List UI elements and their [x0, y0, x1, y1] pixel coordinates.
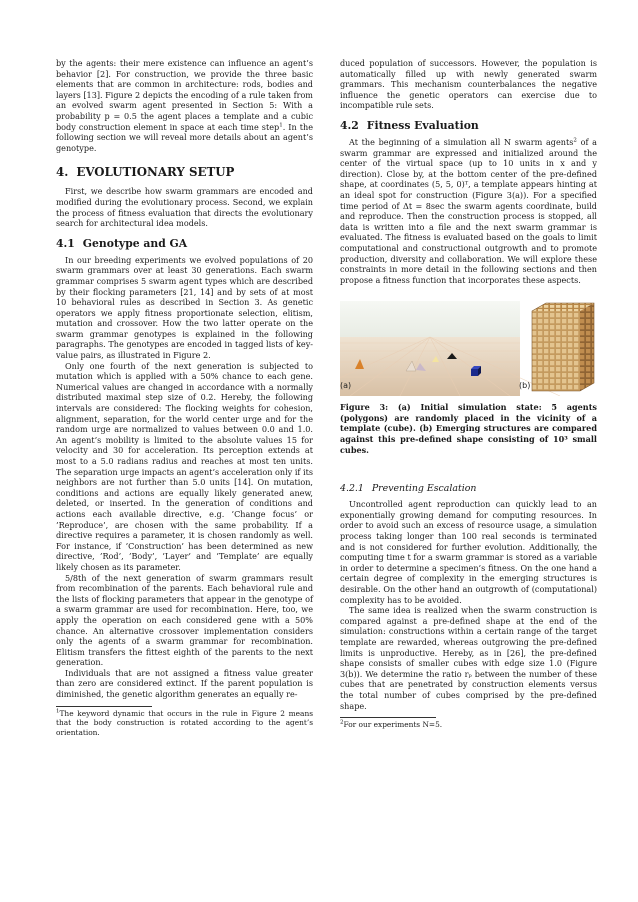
paragraph-escalation: Uncontrolled agent reproduction can quickly lead to an exponentially growing demand for computing resources. In order to avoid such an excess of resource usage, a simulation process taking longer than 100 real seconds is terminated and is not considered for further evolution. Additionally, the computing time t for a swarm grammar is stored as a variable in order to determine a specimen’s fitness. On the one hand a certain degree of complexity in the emerging structures is desirable. On the other hand an outgrowth of (computational) complexity has to be avoided. [340, 499, 597, 605]
figure-3a-label: (a) [340, 381, 352, 391]
intro-paragraph: by the agents: their mere existence can influence an agent’s behavior [2]. For construction, we provide the three basic elements that are common in architecture: rods, bodies and layers [13]. Figure 2 depicts the encoding of a rule taken from an evolved swarm agent presented in Section 5: With a probability p = 0.5 the agent places a template and a cubic body construction element in space at each time step$^1$. In the following section we will reveal more details about an agent’s genotype. [56, 58, 313, 153]
figure-3b-predefined-shape [530, 303, 594, 391]
section-heading-4-1: 4.1 Genotype and GA [56, 236, 188, 250]
figure-3 [340, 301, 597, 396]
footnote-1: $^1$The keyword dynamic that occurs in the rule in Figure 2 means that the body construction is rotated according to the agent’s orientation. [56, 708, 313, 737]
footnote-divider [56, 706, 152, 707]
footnote-ref-2: 2 [573, 137, 577, 144]
footnote-divider [340, 717, 436, 718]
paragraph-fitness: At the beginning of a simulation all N swarm agents$^2$ of a swarm grammar are expressed and initialized around the center of the virtual space (up to 10 units in x and y direction). Close by, at the bottom center of the pre-defined shape, at coordinates (5, 5, 0)ᵀ, a template appears hinting at an ideal spot for construction (Figure 3(a)). For a specified time period of Δt = 8sec the swarm agents coordinate, build and reproduce. Then the construction process is stopped, all data is written into a file and the next swarm grammar is evaluated. The fitness is evaluated based on the goals to limit computational and constructional outgrowth and to promote production, diversity and collaboration. We will explore these constraints in more detail in the following sections and then propose a fitness function that incorporates these aspects. [340, 136, 597, 285]
figure-3-images [340, 301, 597, 396]
footnote-ref-1: 1 [279, 121, 283, 128]
paragraph-extinction: Individuals that are not assigned a fitness value greater than zero are considered extinct. If the parent population is diminished, the genetic algorithm generates an equally re- [56, 667, 313, 700]
section-heading-4-2: 4.2 Fitness Evaluation [340, 118, 479, 132]
paragraph-recombination: 5/8th of the next generation of swarm grammars result from recombination of the parents. Each behavioral rule and the lists of flocking parameters that appear in the genotype of a swarm grammar are used for recombination. Here, too, we apply the operation on each considered gene with a 50% chance. An alternative crossover implementation considers only the agents of a swarm grammar for recombination. Elitism transfers the fittest eighth of the parents to the next generation. [56, 572, 313, 668]
section-heading-4: 4. EVOLUTIONARY SETUP [56, 165, 235, 180]
paragraph-mutation: Only one fourth of the next generation is subjected to mutation which is applied with a 50% chance to each gene. Numerical values are changed in accordance with a normally distributed maximal step size of 0.2. Hereby, the following intervals are considered: The flocking weights for cohesion, alignment, separation, for the world center urge and for the random urge are normalized to values between 0.0 and 1.0. An agent’s mobility is limited to the absolute values 15 for velocity and 30 for acceleration. Its perception extends at most to a 5.0 radians radius and reaches at most ten units. The separation urge impacts an agent’s acceleration only if its neighbors are not further than 5.0 units [14]. On mutation, conditions and actions are equally likely generated anew, deleted, or inserted. In the generation of conditions and actions each available directive, e.g. ’Change focus’ or ’Reproduce’, are chosen with the same probability. If a directive requires a parameter, it is chosen randomly as well. For instance, if ’Construction’ has been determined as new directive, ’Rod’, ’Body’, ’Layer’ and ’Template’ are equally likely chosen as its parameter. [56, 360, 313, 572]
section-heading-4-2-1: 4.2.1 Preventing Escalation [340, 483, 477, 495]
paragraph-genotype: In our breeding experiments we evolved populations of 20 swarm grammars over at least 30 generations. Each swarm grammar comprises 5 swarm agent types which are described by their flocking parameters [21, 14] and by sets of at most 10 behavioral rules as described in Section 3. As genetic operators we apply fitness proportionate selection, elitism, mutation and crossover. How the two latter operate on the swarm grammar genotypes is explained in the following paragraphs. The genotypes are encoded in tagged lists of key-value pairs, as illustrated in Figure 2. [56, 254, 313, 361]
footnote-2: $^2$For our experiments N=5. [340, 719, 443, 730]
figure-3b-label: (b) [519, 381, 531, 391]
continued-paragraph: duced population of successors. However, the population is automatically filled up with newly generated swarm grammars. This mechanism counterbalances the negative influence the genetic operators can exercise due to incompatible rule sets. [340, 58, 597, 111]
left-column [56, 58, 313, 737]
template-cube [471, 366, 481, 376]
section-4-intro: First, we describe how swarm grammars are encoded and modified during the evolutionary process. Second, we explain the process of fitness evaluation that directs the evolutionary search for architectural idea models. [56, 186, 313, 229]
right-column [340, 58, 597, 730]
figure-3-caption: Figure 3: (a) Initial simulation state: 5 agents (polygons) are randomly placed in the vicinity of a template (cube). (b) Emerging structures are compared against this pre-defined shape consisting of 10³ small cubes. [340, 402, 597, 455]
paragraph-shape-comparison: The same idea is realized when the swarm construction is compared against a pre-defined shape at the end of the simulation: constructions within a certain range of the target template are rewarded, whereas outgrowing the pre-defined limits is unproductive. Hereby, as in [26], the pre-defined shape consists of smaller cubes with edge size 1.0 (Figure 3(b)). We determine the ratio rₚ between the number of these cubes that are penetrated by construction elements versus the total number of cubes comprised by the pre-defined shape. [340, 605, 597, 711]
